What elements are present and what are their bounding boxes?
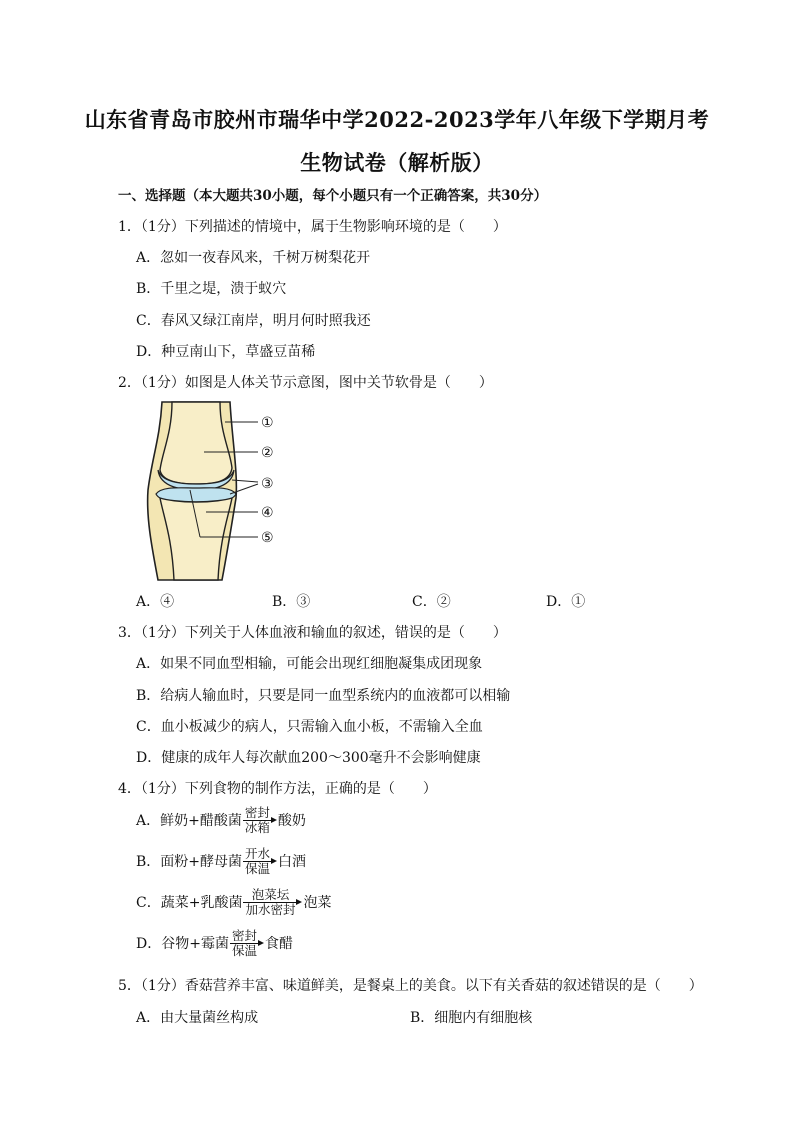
q2-option-c: C．② (412, 594, 451, 610)
q4-a-reactants: A．鲜奶+醋酸菌 (136, 812, 242, 829)
q4-option-a (136, 806, 306, 835)
q3-stem: 3．（1分）下列关于人体血液和输血的叙述，错误的是（ ） (118, 625, 507, 641)
q4-stem: 4．（1分）下列食物的制作方法，正确的是（ ） (118, 781, 437, 797)
q4-b-product: 白酒 (278, 853, 307, 870)
q3-option-a: A．如果不同血型相输，可能会出现红细胞凝集成团现象 (136, 656, 483, 672)
diagram-label-3: ③ (261, 476, 274, 492)
arrow-icon (243, 820, 272, 821)
q2-option-b: B．③ (272, 594, 311, 610)
q4-d-condition-top: 密封 (231, 928, 257, 943)
q4-a-product: 酸奶 (277, 812, 306, 829)
q3-option-c: C．血小板减少的病人，只需输入血小板，不需输入全血 (136, 719, 483, 735)
q4-d-condition (230, 929, 259, 958)
q4-c-reactants: C．蔬菜+乳酸菌 (136, 894, 243, 911)
q4-b-condition (243, 847, 272, 876)
q4-c-product: 泡菜 (303, 894, 332, 911)
q4-b-reactants: B．面粉+酵母菌 (136, 853, 243, 870)
q2-option-a: A．④ (136, 594, 175, 610)
q4-a-condition (243, 806, 272, 835)
q4-option-d (136, 929, 293, 958)
q1-option-d: D．种豆南山下，草盛豆苗稀 (136, 344, 316, 360)
doc-title-line1: 山东省青岛市胶州市瑞华中学2022-2023学年八年级下学期月考 (84, 107, 710, 132)
arrow-icon (230, 943, 259, 944)
q3-option-d: D．健康的成年人每次献血200～300毫升不会影响健康 (136, 750, 481, 766)
diagram-label-1: ① (261, 415, 274, 431)
q4-d-reactants: D．谷物+霉菌 (136, 935, 229, 952)
diagram-label-5: ⑤ (261, 530, 274, 546)
arrow-icon (243, 902, 297, 903)
q4-c-condition (243, 888, 297, 917)
q2-stem: 2．（1分）如图是人体关节示意图，图中关节软骨是（ ） (118, 375, 493, 391)
q5-option-b: B．细胞内有细胞核 (410, 1010, 533, 1026)
q1-option-c: C．春风又绿江南岸，明月何时照我还 (136, 313, 371, 329)
upper-bone (160, 402, 232, 484)
q5-stem: 5．（1分）香菇营养丰富、味道鲜美，是餐桌上的美食。以下有关香菇的叙述错误的是（ ） (118, 978, 703, 994)
doc-title-line2: 生物试卷（解析版） (300, 150, 494, 175)
q3-option-b: B．给病人输血时，只要是同一血型系统内的血液都可以相输 (136, 688, 511, 704)
q2-option-d: D．① (546, 594, 586, 610)
q1-stem: 1．（1分）下列描述的情境中，属于生物影响环境的是（ ） (118, 219, 507, 235)
q1-option-b: B．千里之堤，溃于蚁穴 (136, 281, 287, 297)
q4-a-condition-bottom: 冰箱 (244, 820, 270, 835)
q4-d-condition-bottom: 保温 (231, 943, 257, 958)
q4-a-condition-top: 密封 (244, 805, 270, 820)
q4-c-condition-bottom: 加水密封 (245, 902, 296, 917)
q4-d-product: 食醋 (264, 935, 293, 952)
q4-b-condition-bottom: 保温 (245, 861, 271, 876)
knee-joint-diagram (140, 398, 290, 583)
section-heading: 一、选择题（本大题共30小题，每个小题只有一个正确答案，共30分） (118, 188, 548, 204)
diagram-label-2: ② (261, 445, 274, 461)
q4-option-b (136, 847, 306, 876)
arrow-icon (243, 861, 272, 862)
q1-option-a: A．忽如一夜春风来，千树万树梨花开 (136, 250, 371, 266)
diagram-label-4: ④ (261, 505, 274, 521)
q4-option-c (136, 888, 331, 917)
q4-b-condition-top: 开水 (245, 846, 271, 861)
q4-c-condition-top: 泡菜坛 (251, 887, 290, 902)
q5-option-a: A．由大量菌丝构成 (136, 1010, 259, 1026)
